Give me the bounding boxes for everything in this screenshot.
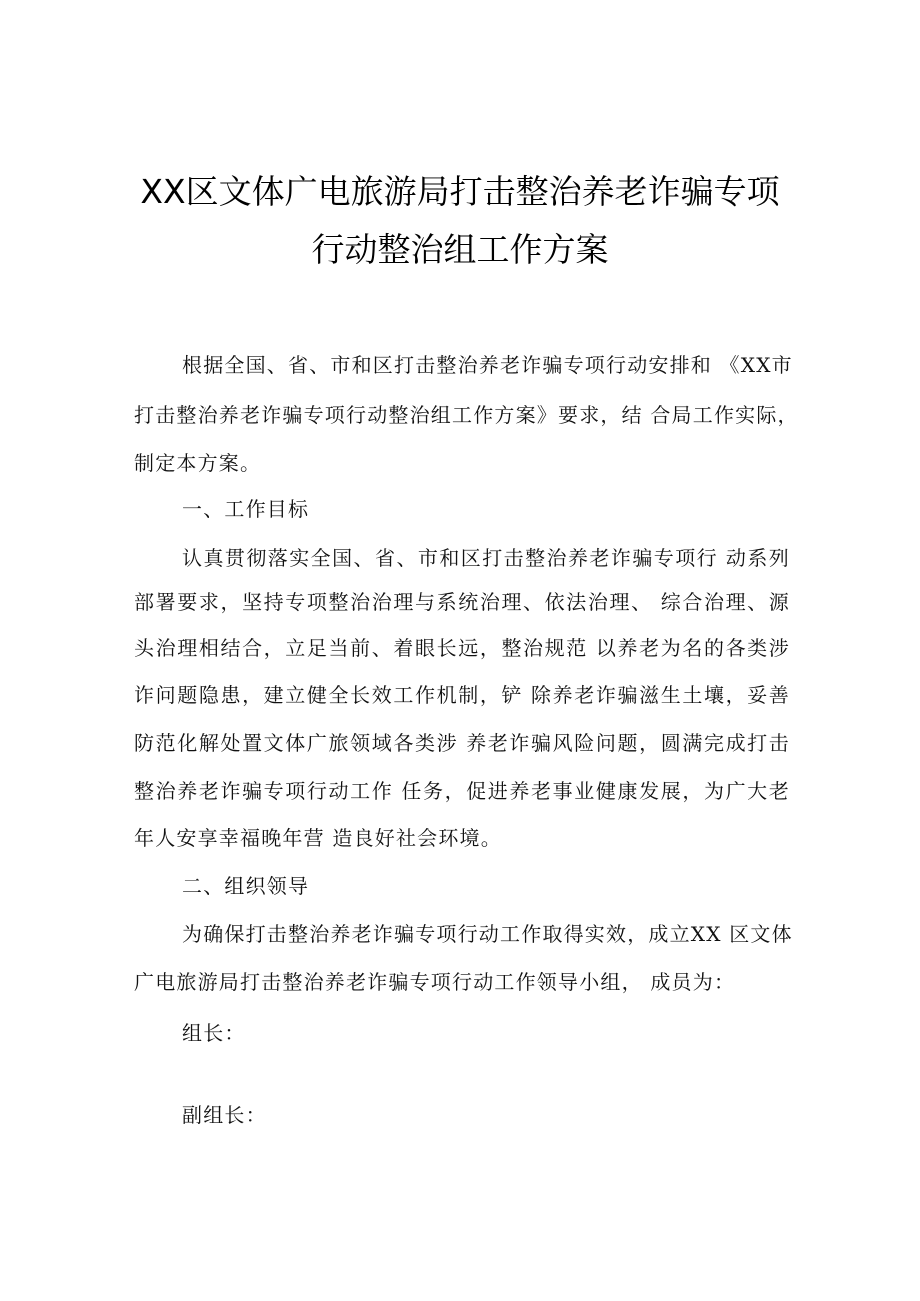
goals-line-5: 防范化解处置文体广旅领域各类涉 养老诈骗风险问题，圆满完成打击 [134,731,790,755]
leadership-line-1: 为确保打击整治养老诈骗专项行动工作取得实效，成立XX 区文体 [182,922,793,946]
goals-line-3: 头治理相结合，立足当前、着眼长远，整治规范 以养老为名的各类涉 [134,636,790,660]
section-heading-leadership: 二、组织领导 [182,874,310,898]
goals-line-6: 整治养老诈骗专项行动工作 任务，促进养老事业健康发展，为广大老 [134,779,790,803]
leader-label: 组长： [182,1021,246,1045]
document-title-line-1: XX区文体广电旅游局打击整治养老诈骗专项 [140,172,780,211]
goals-line-4: 诈问题隐患，建立健全长效工作机制，铲 除养老诈骗滋生土壤，妥善 [134,683,790,707]
goals-line-2: 部署要求，坚持专项整治治理与系统治理、依法治理、 综合治理、源 [134,590,790,614]
leadership-line-2: 广电旅游局打击整治养老诈骗专项行动工作领导小组， 成员为： [134,970,736,994]
deputy-leader-label: 副组长： [182,1103,267,1127]
goals-line-1: 认真贯彻落实全国、省、市和区打击整治养老诈骗专项行 动系列 [182,546,790,570]
intro-line-2: 打击整治养老诈骗专项行动整治组工作方案》要求，结 合局工作实际， [134,403,799,427]
goals-line-7: 年人安享幸福晚年营 造良好社会环境。 [134,826,502,850]
section-heading-goals: 一、工作目标 [182,497,310,521]
intro-line-3: 制定本方案。 [134,451,262,475]
intro-line-1: 根据全国、省、市和区打击整治养老诈骗专项行动安排和 《XX市 [182,353,793,377]
document-title-line-2: 行动整治组工作方案 [311,230,609,269]
